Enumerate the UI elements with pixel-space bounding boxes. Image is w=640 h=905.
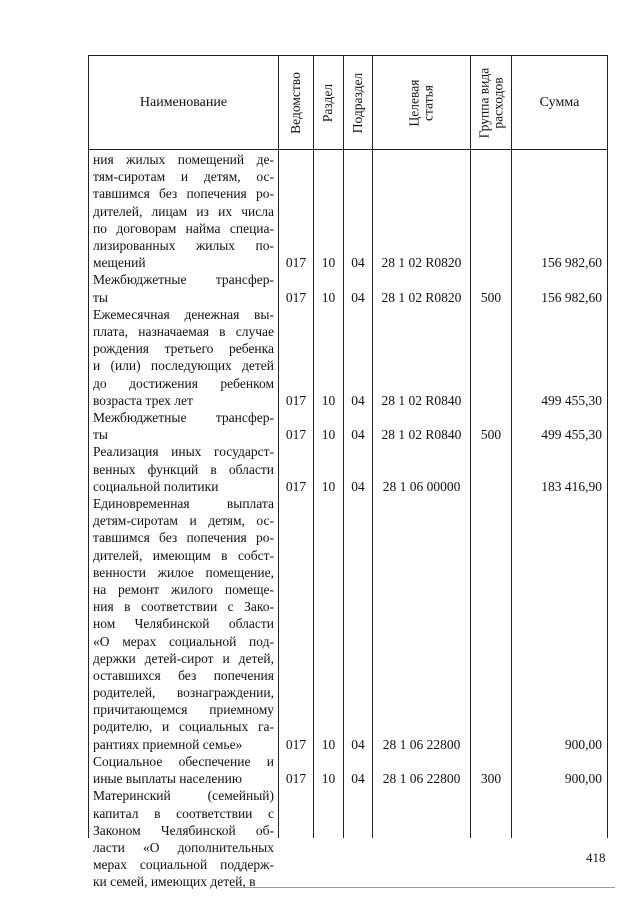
table-row xyxy=(89,306,607,409)
row-name-line: рантиях приемной семье» xyxy=(93,736,243,752)
cell-razdel: 10 xyxy=(321,478,336,494)
table-row xyxy=(89,271,607,305)
table-row xyxy=(89,495,607,753)
row-name xyxy=(93,787,274,890)
row-name-line: Межбюджетные трансфер- xyxy=(93,410,274,425)
cell-vedomstvo: 017 xyxy=(285,478,307,494)
row-name-line: тям-сиротам и детям, ос- xyxy=(93,169,274,185)
page-number: 418 xyxy=(586,850,606,865)
cell-razdel: 10 xyxy=(321,392,336,408)
header-razdel xyxy=(314,56,343,149)
header-gruppa xyxy=(471,56,511,149)
cell-vedomstvo: 017 xyxy=(285,255,307,271)
row-name xyxy=(93,495,274,753)
cell-vedomstvo: 017 xyxy=(285,392,307,408)
row-name-line: капитал в соответствии с xyxy=(93,805,274,821)
row-name xyxy=(93,306,274,409)
row-name-line: лизированных жилых по- xyxy=(93,237,274,253)
cell-vedomstvo: 017 xyxy=(285,289,307,305)
cell-razdel: 10 xyxy=(321,289,336,305)
cell-razdel: 10 xyxy=(321,255,336,271)
cell-gruppa: 300 xyxy=(480,771,502,787)
row-name-line: держки детей-сирот и детей, xyxy=(93,650,274,666)
table-row xyxy=(89,753,607,787)
cell-podrazdel: 04 xyxy=(351,255,365,271)
header-name: Наименование xyxy=(139,94,228,110)
cell-gruppa: 500 xyxy=(480,289,502,305)
header-summa: Сумма xyxy=(539,94,580,110)
cell-summa: 156 982,60 xyxy=(541,289,602,305)
cell-podrazdel: 04 xyxy=(351,427,365,443)
cell-vedomstvo: 017 xyxy=(285,736,307,752)
row-name xyxy=(93,443,274,495)
header-celevaya-line1: Целевая xyxy=(406,79,422,126)
row-name-line: Законом Челябинской об- xyxy=(93,822,274,838)
cell-podrazdel: 04 xyxy=(351,478,365,494)
row-name-line: социальной политики xyxy=(93,478,219,494)
cell-celevaya: 28 1 02 R0820 xyxy=(381,255,462,271)
row-name xyxy=(93,271,274,305)
bottom-rule xyxy=(230,887,615,888)
row-name-line: ния жилых помещений де- xyxy=(93,152,274,167)
row-name-line: дителей, лицам из их числа xyxy=(93,203,274,219)
row-name-line: дителей, имеющим в собст- xyxy=(93,547,274,563)
cell-razdel: 10 xyxy=(321,427,336,443)
header-podrazdel xyxy=(344,56,372,149)
row-name-line: рождения третьего ребенка xyxy=(93,341,274,357)
cell-celevaya: 28 1 02 R0840 xyxy=(381,392,462,408)
table-row xyxy=(89,443,607,495)
cell-summa: 156 982,60 xyxy=(541,255,602,271)
cell-celevaya: 28 1 06 22800 xyxy=(382,736,461,752)
table-row xyxy=(89,409,607,443)
row-name-line: Межбюджетные трансфер- xyxy=(93,272,274,288)
cell-razdel: 10 xyxy=(321,736,336,752)
row-name-line: Социальное обеспечение и xyxy=(93,754,274,769)
cell-celevaya: 28 1 02 R0820 xyxy=(381,289,462,305)
cell-celevaya: 28 1 02 R0840 xyxy=(381,427,462,443)
header-celevaya-line2: статья xyxy=(420,84,436,121)
cell-podrazdel: 04 xyxy=(351,289,365,305)
cell-celevaya: 28 1 06 00000 xyxy=(382,478,461,494)
header-vedomstvo xyxy=(279,56,313,149)
row-name-line: ты xyxy=(93,427,108,443)
row-name-line: причитающемся приемному xyxy=(93,702,274,718)
row-name-line: ки семей, имеющих детей, в xyxy=(93,874,256,890)
header-celevaya-label xyxy=(408,79,436,126)
row-name-line: ния в соответствии с Зако- xyxy=(93,599,274,615)
row-name-line: тавшимся без попечения ро- xyxy=(93,530,274,546)
cell-podrazdel: 04 xyxy=(351,771,365,787)
header-gruppa-label xyxy=(477,67,505,138)
row-name-line: мерах социальной поддерж- xyxy=(93,857,274,873)
cell-razdel: 10 xyxy=(321,771,336,787)
header-divider xyxy=(89,149,607,150)
header-podrazdel-label: Подраздел xyxy=(350,72,366,133)
table-row xyxy=(89,787,607,890)
header-vedomstvo-label: Ведомство xyxy=(288,71,303,134)
header-gruppa-line1: Группа вида xyxy=(476,67,491,138)
row-name-line: «О мерах социальной под- xyxy=(93,633,274,649)
cell-podrazdel: 04 xyxy=(351,392,365,408)
row-name-line: Единовременная выплата xyxy=(93,496,274,511)
table-row xyxy=(89,151,607,271)
cell-summa: 900,00 xyxy=(564,771,602,787)
header-gruppa-line2: расходов xyxy=(490,76,505,129)
row-name-line: тавшимся без попечения ро- xyxy=(93,186,274,202)
row-name-line: ты xyxy=(93,289,108,305)
row-name-line: родителей, вознаграждении, xyxy=(93,685,274,701)
row-name-line: венности жилое помещение, xyxy=(93,564,274,580)
row-name-line: детям-сиротам и детям, ос- xyxy=(93,513,274,529)
row-name-line: Реализация иных государст- xyxy=(93,444,274,460)
row-name-line: по договорам найма специа- xyxy=(93,220,274,236)
cell-summa: 900,00 xyxy=(564,736,602,752)
cell-summa: 499 455,30 xyxy=(541,392,602,408)
header-razdel-label: Раздел xyxy=(320,83,336,122)
row-name-line: возраста трех лет xyxy=(93,392,193,408)
row-name-line: Ежемесячная денежная вы- xyxy=(93,306,274,322)
cell-celevaya: 28 1 06 22800 xyxy=(382,771,461,787)
row-name-line: плата, назначаемая в случае xyxy=(93,323,274,339)
cell-summa: 183 416,90 xyxy=(541,478,602,494)
row-name-line: иные выплаты населению xyxy=(93,771,242,787)
row-name-line: Материнский (семейный) xyxy=(93,788,274,804)
header-celevaya xyxy=(373,56,470,149)
cell-vedomstvo: 017 xyxy=(285,427,307,443)
row-name-line: и (или) последующих детей xyxy=(93,358,274,374)
row-name-line: на ремонт жилого помеще- xyxy=(93,581,274,597)
row-name-line: ном Челябинской области xyxy=(93,616,274,632)
row-name-line: мещений xyxy=(93,255,146,271)
row-name-line: оставшихся без попечения xyxy=(93,667,274,683)
cell-summa: 499 455,30 xyxy=(541,427,602,443)
row-name xyxy=(93,151,274,271)
cell-gruppa: 500 xyxy=(480,427,502,443)
row-name-line: до достижения ребенком xyxy=(93,375,274,391)
cell-vedomstvo: 017 xyxy=(285,771,307,787)
row-name xyxy=(93,409,274,443)
row-name-line: родителю, и социальных га- xyxy=(93,719,274,735)
row-name-line: венных функций в области xyxy=(93,461,274,477)
row-name xyxy=(93,753,274,787)
row-name-line: ласти «О дополнительных xyxy=(93,839,274,855)
cell-podrazdel: 04 xyxy=(351,736,365,752)
